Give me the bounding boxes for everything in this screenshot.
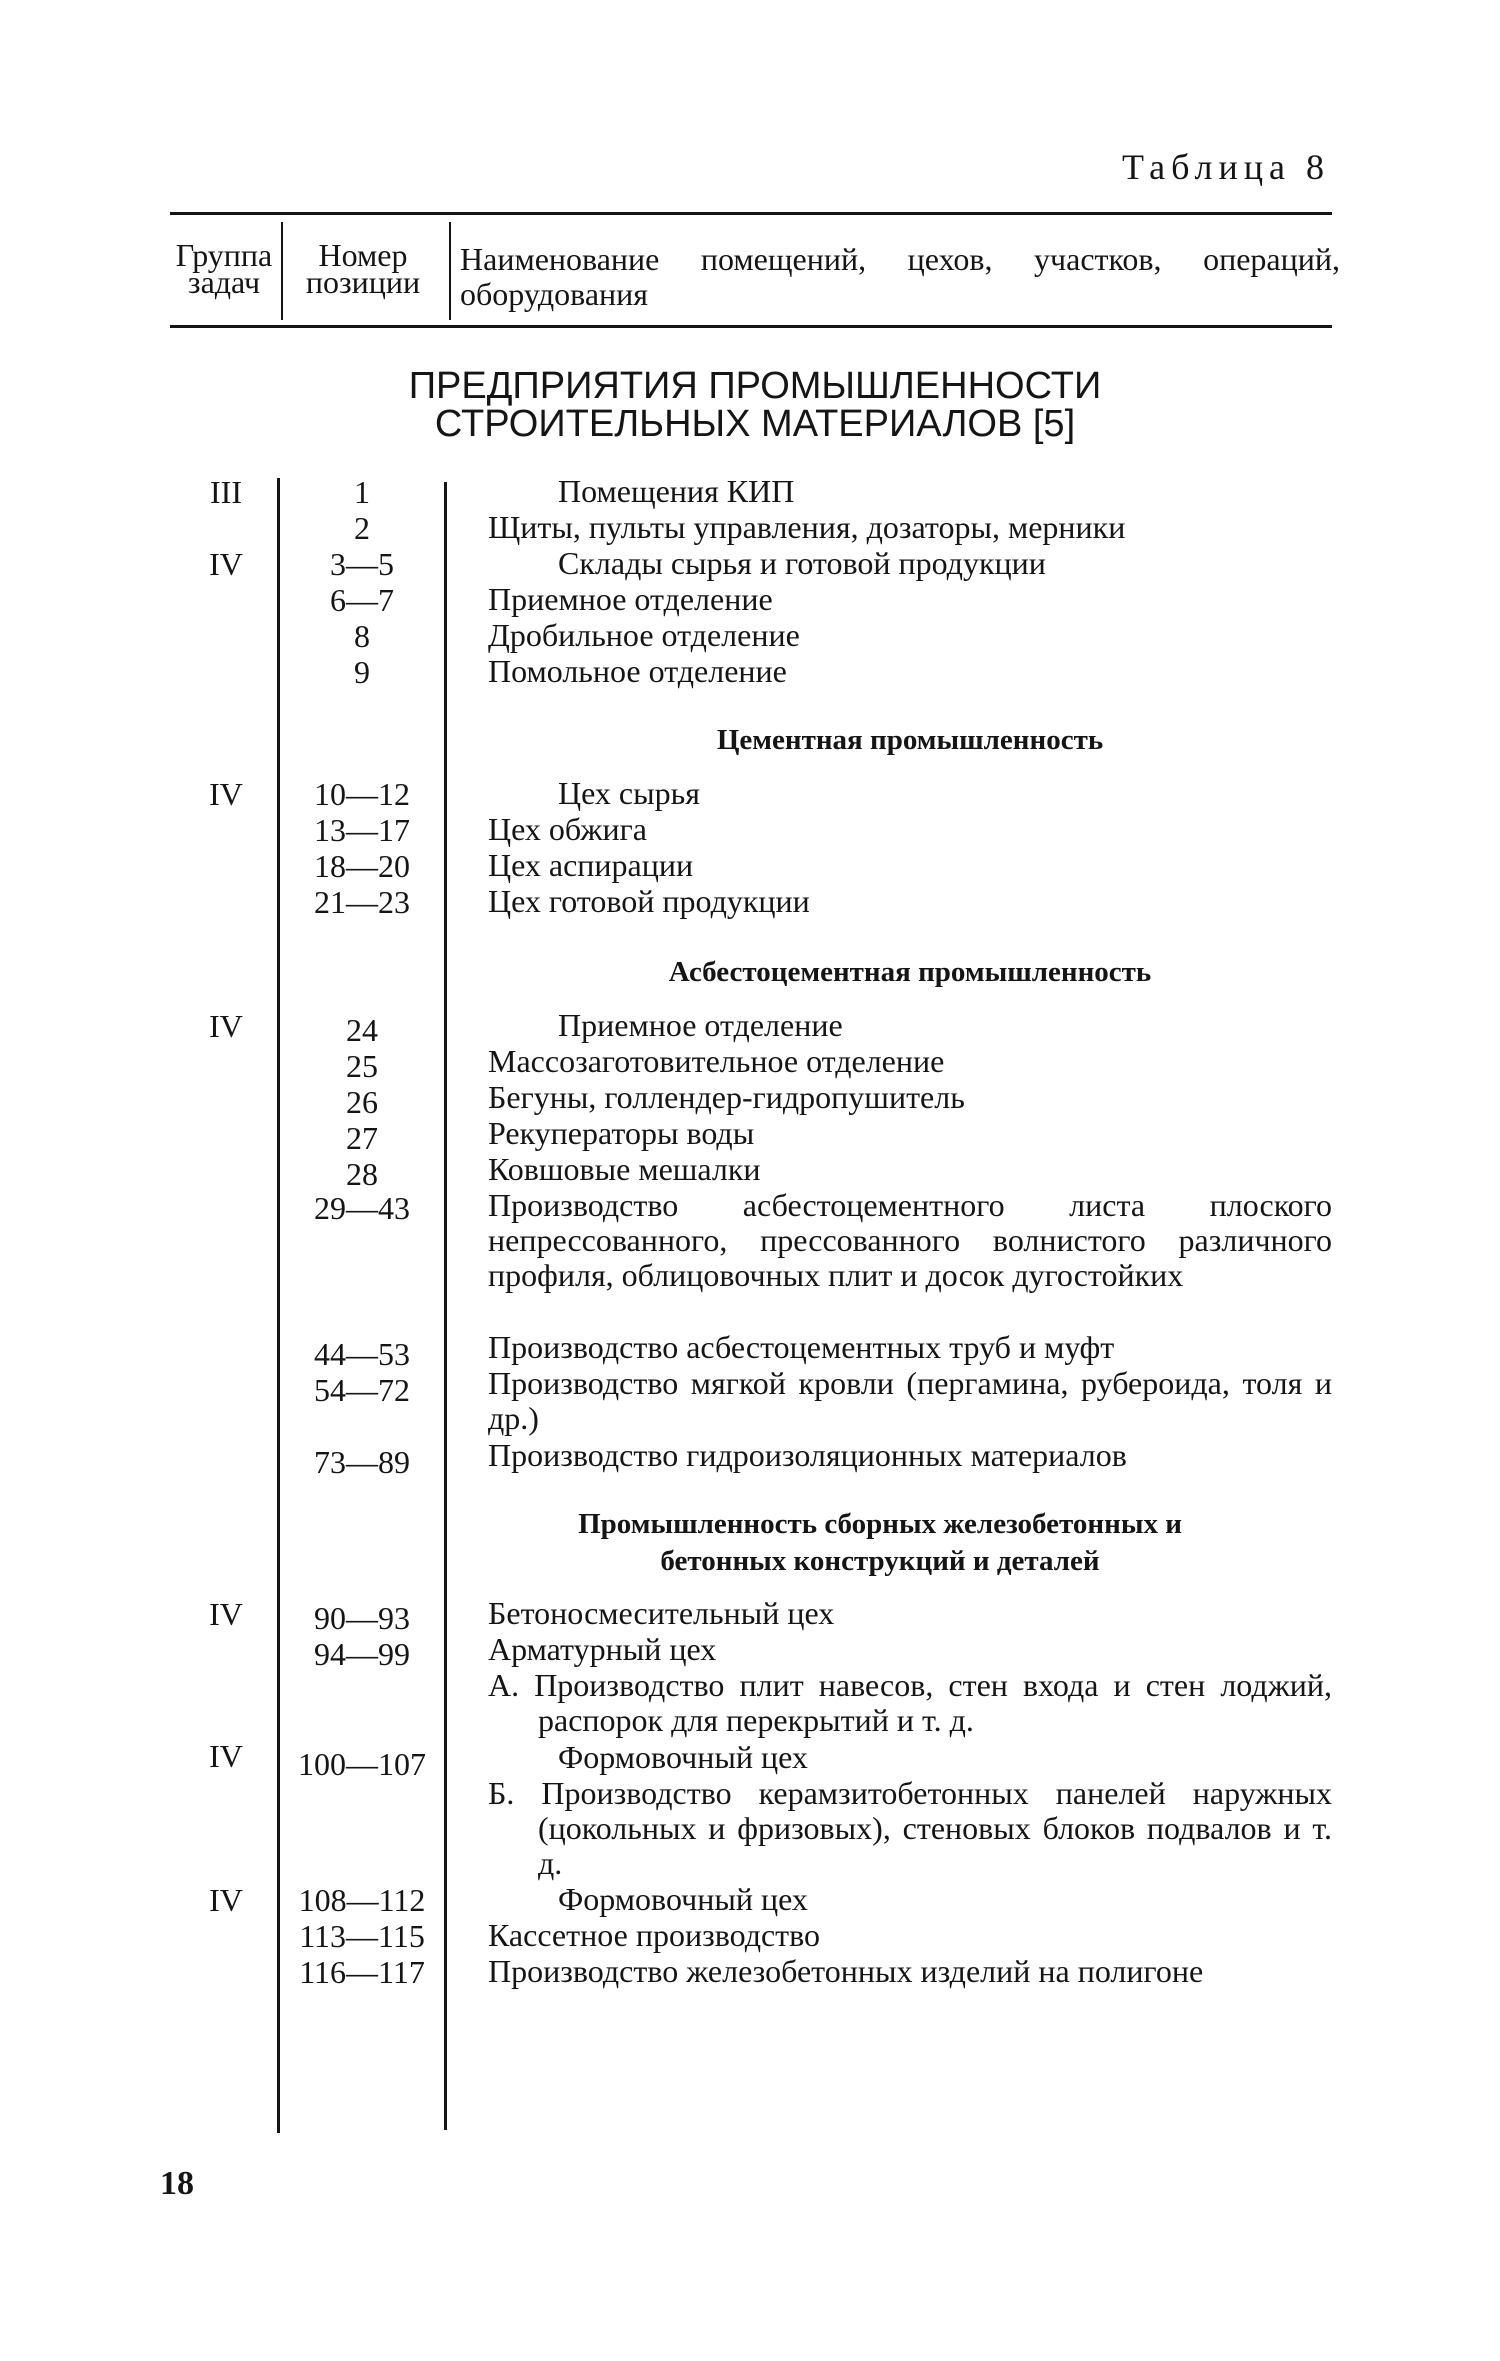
position-cell: 108—112 <box>298 1882 426 1918</box>
group-cell: IV <box>209 546 243 582</box>
group-cell: IV <box>209 1882 243 1918</box>
position-cell: 18—20 <box>314 848 410 884</box>
main-title-line2: СТРОИТЕЛЬНЫХ МАТЕРИАЛОВ [5] <box>434 403 1076 445</box>
item-text: Кассетное производство <box>488 1917 821 1953</box>
item-text: Б. Производство керамзитобетонных панелей наружных (цокольных и фризовых), стеновых блоков подвалов и т. д. <box>488 1775 1332 1881</box>
item-text: Бегуны, голлендер-гидропушитель <box>488 1079 965 1115</box>
position-cell: 116—117 <box>299 1954 425 1990</box>
header-separator <box>281 222 283 320</box>
position-cell: 90—93 <box>314 1600 410 1636</box>
item-text: Цех обжига <box>488 811 647 847</box>
item-text: Производство гидроизоляционных материалов <box>488 1437 1127 1473</box>
column-header-name: Наименование помещений, цехов, участков, операций, оборудования <box>460 241 1340 312</box>
table-label: Таблица 8 <box>1122 147 1330 187</box>
group-cell: IV <box>209 776 243 812</box>
item-text: Массозаготовительное отделение <box>488 1043 945 1079</box>
column-header-group: Группа задач <box>175 237 273 300</box>
item-text: Помещения КИП <box>558 473 795 509</box>
group-cell: IV <box>209 1596 243 1632</box>
position-cell: 10—12 <box>314 776 410 812</box>
position-cell: 94—99 <box>314 1636 410 1672</box>
position-cell: 54—72 <box>314 1372 410 1408</box>
item-text: Приемное отделение <box>558 1007 843 1043</box>
position-cell: 29—43 <box>314 1190 410 1226</box>
item-text: Цех готовой продукции <box>488 883 810 919</box>
section-heading: Асбестоцементная промышленность <box>668 956 1152 988</box>
item-text: Производство мягкой кровли (пергамина, рубероида, толя и др.) <box>488 1365 1332 1436</box>
group-cell: IV <box>209 1008 243 1044</box>
header-top-rule <box>170 212 1332 215</box>
position-cell: 24 <box>346 1012 378 1048</box>
position-cell: 1 <box>354 474 370 510</box>
page-number: 18 <box>160 2165 194 2202</box>
position-cell: 8 <box>354 618 370 654</box>
position-cell: 13—17 <box>314 812 410 848</box>
item-text: Рекуператоры воды <box>488 1115 755 1151</box>
item-text: Формовочный цех <box>558 1739 808 1775</box>
position-cell: 73—89 <box>314 1444 410 1480</box>
section-heading: Промышленность сборных железобетонных и бетонных конструкций и деталей <box>578 1508 1182 1577</box>
header-separator <box>449 222 451 320</box>
item-text: Производство железобетонных изделий на полигоне <box>488 1953 1204 1989</box>
group-cell: III <box>210 474 242 510</box>
item-text: Бетоносмесительный цех <box>488 1595 835 1631</box>
item-text: Цех сырья <box>558 775 700 811</box>
column-divider-right <box>444 482 447 2130</box>
position-cell: 9 <box>354 654 370 690</box>
item-text: Приемное отделение <box>488 581 773 617</box>
header-bottom-rule <box>170 325 1332 328</box>
column-divider-left <box>277 478 280 2133</box>
position-cell: 21—23 <box>314 884 410 920</box>
item-text: Ковшовые мешалки <box>488 1151 761 1187</box>
section-heading: Цементная промышленность <box>716 724 1104 756</box>
position-cell: 113—115 <box>299 1918 425 1954</box>
item-text: Помольное отделение <box>488 653 787 689</box>
position-cell: 2 <box>354 510 370 546</box>
position-cell: 100—107 <box>298 1746 426 1782</box>
item-text: Производство асбестоцементных труб и муфт <box>488 1329 1115 1365</box>
position-cell: 44—53 <box>314 1336 410 1372</box>
item-text: Производство асбестоцементного листа плоского непрессованного, прессованного волнистого различного профиля, облицовочных плит и досок дугостойких <box>488 1187 1332 1293</box>
position-cell: 3—5 <box>330 546 394 582</box>
group-cell: IV <box>209 1738 243 1774</box>
position-cell: 26 <box>346 1084 378 1120</box>
position-cell: 28 <box>346 1156 378 1192</box>
item-text: Арматурный цех <box>488 1631 717 1667</box>
item-text: Формовочный цех <box>558 1881 808 1917</box>
item-text: Цех аспирации <box>488 847 694 883</box>
item-text: А. Производство плит навесов, стен входа и стен лоджий, распорок для перекрытий и т. д. <box>488 1667 1332 1738</box>
position-cell: 6—7 <box>330 582 394 618</box>
item-text: Дробильное отделение <box>488 617 800 653</box>
position-cell: 27 <box>346 1120 378 1156</box>
column-header-position: Номер позиции <box>305 237 421 300</box>
item-text: Щиты, пульты управления, дозаторы, мерники <box>488 509 1126 545</box>
item-text: Склады сырья и готовой продукции <box>558 545 1046 581</box>
main-title-line1: ПРЕДПРИЯТИЯ ПРОМЫШЛЕННОСТИ <box>408 365 1102 407</box>
position-cell: 25 <box>346 1048 378 1084</box>
